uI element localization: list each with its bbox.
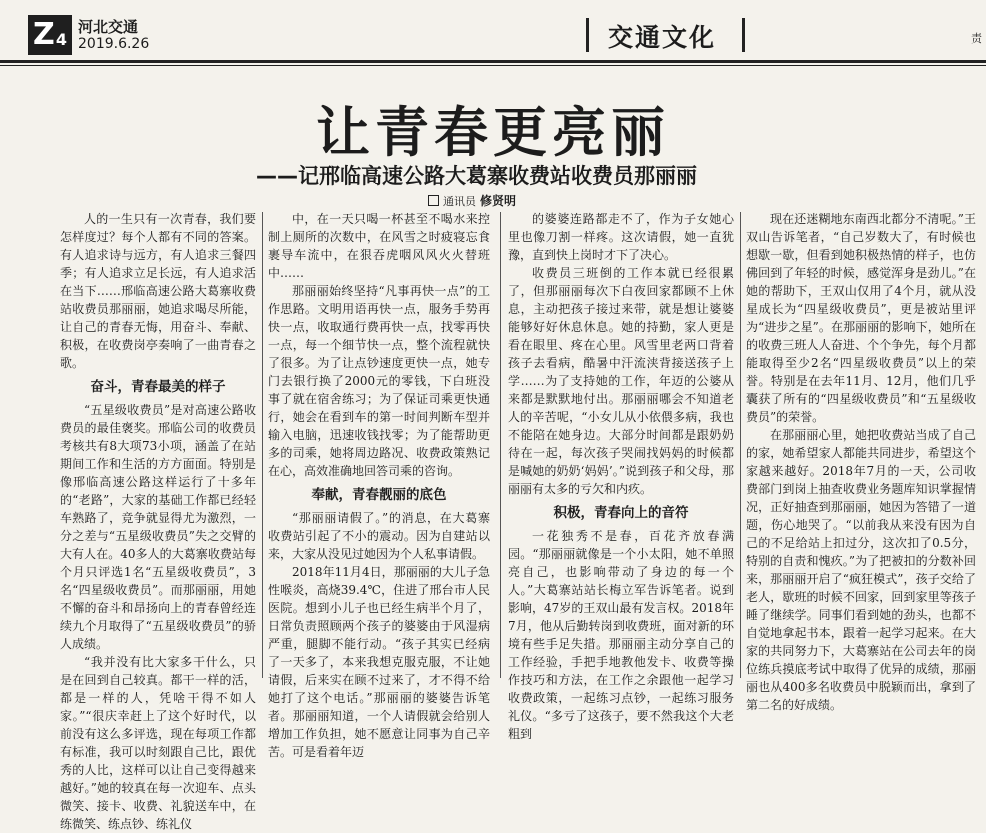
paragraph: “五星级收费员”是对高速公路收费员的最佳褒奖。邢临公司的收费员考核共有8大项73小项，涵盖了在站期间工作和生活的方方面面。特别是像邢临高速公路这样运行了十多年的“老路”，大家的基础工作都已经轻车熟路了，竞争就显得尤为激烈，一分之差与“五星级收费员”失之交臂的大有人在。40多人的大葛寨收费站每个月只评选1名“五星级收费员”，3名“四星级收费员”。而那丽丽，用她不懈的奋斗和昂扬向上的青春曾经连续九个月取得了“五星级收费员”的骄人成绩。 [60, 403, 256, 651]
article-column-2 [268, 210, 490, 759]
issue-date: 2019.6.26 [78, 36, 150, 52]
article-title: 让青春更亮丽 [316, 101, 670, 164]
column-divider [740, 212, 741, 678]
section-heading: 积极，青春向上的音符 [553, 505, 689, 521]
section-heading: 奉献，青春靓丽的底色 [311, 487, 447, 503]
article-column-1 [60, 210, 256, 831]
section-bar-right [742, 18, 745, 52]
paragraph: 那丽丽始终坚持“凡事再快一点”的工作思路。文明用语再快一点，服务手势再快一点，收取通行费再快一点，找零再快一点，每一个细节快一点，整个流程就快了很多。为了让点钞速度更快一点，她专门去银行换了2000元的零钱，下白班没事了就在宿舍练习；为了保证司乘更快通行，她会在看到车的第一时间判断车型并输入电脑，迅速收钱找零；为了能帮助更多的司乘，她将周边路况、收费政策熟记在心，高效准确地回答司乘的咨询。 [268, 284, 490, 478]
article-subtitle: ——记邢临高速公路大葛寨收费站收费员那丽丽 [256, 164, 697, 188]
section-title: 交通文化 [608, 23, 717, 52]
paragraph: 在那丽丽心里，她把收费站当成了自己的家，她希望家人都能共同进步，希望这个家越来越好。2018年7月的一天，公司收费部门到岗上抽查收费业务题库知识掌握情况，正好抽查到那丽丽，她因为答错了一道题，伤心地哭了。“以前我从来没有因为自己的不足给站上扣过分，这次扣了0.5分，特别的自责和愧疚。”为了把被扣的分数补回来，那丽丽开启了“疯狂模式”，孩子交给了老人，歇班的时候不回家，回到家里等孩子睡了继续学。同事们看到她的劲头，也都不自觉地拿起书本，跟着一起学习起来。在大家的共同努力下，大葛寨站在公司去年的岗位练兵摸底考试中取得了优异的成绩，那丽丽也从400多名收费员中脱颖而出，拿到了第二名的好成绩。 [746, 428, 976, 712]
paragraph: “那丽丽请假了。”的消息，在大葛寨收费站引起了不小的震动。因为自建站以来，大家从没见过她因为个人私事请假。 [268, 511, 490, 561]
paragraph: “我并没有比大家多干什么，只是在回到自己较真。都干一样的活，都是一样的人，凭啥干得不如人家。”“很庆幸赶上了这个好时代，以前没有这么多评选，现在每项工作都有标准，我可以时刻跟自己比，跟优秀的人比，这样可以让自己变得越来越好。”她的较真在每一次迎车、点头微笑、接卡、收费、礼貌送车中，在练微笑、练点钞、练礼仪 [60, 655, 256, 831]
section-heading: 奋斗，青春最美的样子 [90, 379, 226, 395]
header-rule-thin [0, 65, 986, 66]
paragraph: 人的一生只有一次青春，我们要怎样度过？每个人都有不同的答案。有人追求诗与远方，有人追求三餐四季；有人追求立足长远，有人追求活在当下……邢临高速公路大葛寨收费站收费员那丽丽，她追求喝尽所能，让自己的青春无悔，用奋斗、奉献、积极，在收费岗亭奏响了一曲青春之歌。 [60, 212, 256, 370]
header-edge-text: 责 [971, 32, 982, 45]
header-rule-thick [0, 60, 986, 63]
byline-box-icon [428, 195, 439, 206]
column-divider [500, 212, 501, 678]
column-divider [262, 212, 263, 678]
paragraph: 收费员三班倒的工作本就已经很累了，但那丽丽每次下白夜回家都顾不上休息，主动把孩子接过来带，就是想让婆婆能够好好休息休息。她的持勤，家人更是看在眼里、疼在心里。风雪里老两口背着孩子去看病，酷暑中汗流浃背接送孩子上学……为了支持她的工作，年迈的公婆从来都是默默地付出。那丽丽哪会不知道老人的辛苦呢，“小女儿从小依偎多病，我也不能陪在她身边。大部分时间都是跟奶奶待在一起，每次孩子哭闹找妈妈的时候都是喊她的奶奶‘妈妈’。”说到孩子和父母，那丽丽有太多的亏欠和内疚。 [508, 266, 734, 496]
article-column-3 [508, 210, 734, 741]
paragraph: 一花独秀不是春，百花齐放春满园。“那丽丽就像是一个小太阳，她不单照亮自己，也影响带动了身边的每一个人。”大葛寨站站长梅立军告诉笔者。说到影响，47岁的王双山最有发言权。2018年7月，他从后勤转岗到收费班，面对新的环境有些手足失措。那丽丽主动分享自己的工作经验，手把手地教他发卡、收费等操作技巧和方法，在工作之余跟他一起学习收费政策，一起练习点钞，一起练习服务礼仪。“多亏了这孩子，要不然我这个大老粗到 [508, 529, 734, 741]
byline-role: 通讯员 [443, 195, 476, 208]
section-bar-left [586, 18, 589, 52]
byline-author: 修贤明 [480, 194, 517, 208]
page-number: 4 [55, 29, 67, 49]
page-header [0, 0, 986, 62]
page-number-badge [28, 15, 72, 55]
paragraph: 现在还迷糊地东南西北都分不清呢。”王双山告诉笔者，“自己岁数大了，有时候也想歇一歇，但看到她积极热情的样子，也仿佛回到了年轻的时候，感觉浑身是劲儿。”在她的帮助下，王双山仅用了4个月，就从没星成长为“四星级收费员”，更是被站里评为“进步之星”。在那丽丽的影响下，她所在的收费三班人人奋进、个个争先，每个月都能取得至少2名“四星级收费员”以上的荣誉。特别是在去年11月、12月，他们几乎囊获了所有的“四星级收费员”和“五星级收费员”的荣誉。 [746, 212, 976, 424]
page-letter: Z [33, 17, 55, 52]
paragraph: 的婆婆连路都走不了，作为子女她心里也像刀割一样疼。这次请假，她一直犹豫，直到快上岗时才下了决心。 [508, 212, 734, 262]
paragraph: 中，在一天只喝一杯甚至不喝水来控制上厕所的次数中，在风雪之时疲寝忘食裹导车流中，在狠吞虎咽风风火火替班中…… [268, 212, 490, 280]
newspaper-name: 河北交通 [78, 18, 139, 36]
byline [428, 192, 516, 209]
paragraph: 2018年11月4日，那丽丽的大儿子急性喉炎，高烧39.4℃，住进了邢台市人民医院。想到小儿子也已经生病半个月了，日常负责照顾两个孩子的婆婆由于风湿病严重，腿脚不能行动。“孩子其实已经病了一天多了，本来我想克服克服，不让她请假，后来实在顾不过来了，才不得不给她打了这个电话。”那丽丽的婆婆告诉笔者。那丽丽知道，一个人请假就会给别人增加工作负担，她不愿意让同事为自己辛苦。可是看着年迈 [268, 565, 490, 759]
article-column-4 [746, 210, 976, 712]
